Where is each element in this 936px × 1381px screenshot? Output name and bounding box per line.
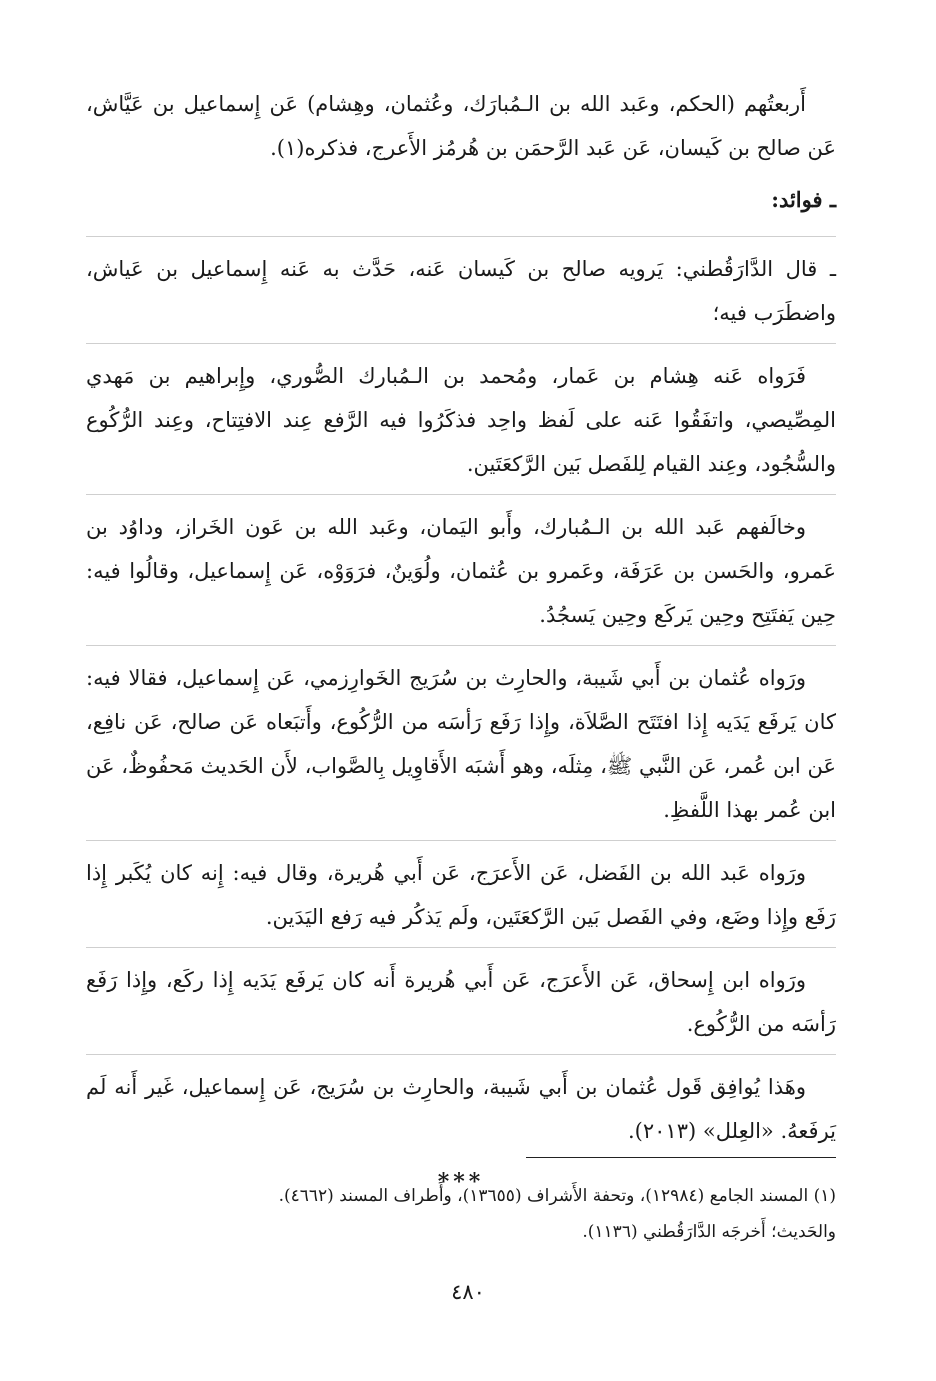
paragraph-narration-5: ورَواه ابن إِسحاق، عَن الأَعرَج، عَن أَبي هُريرة أَنه كان يَرفَع يَدَيه إِذا ركَع، وإِذا رَفَع رَأسَه من الرُّكُوع.: [86, 968, 836, 1036]
paragraph-narration-4: ورَواه عَبد الله بن الفَضل، عَن الأَعرَج، عَن أَبي هُريرة، وقال فيه: إِنه كان يُكَبر إِذا رَفَع وإِذا وضَع، وفي الفَصل بَين الرَّكعَتَين، ولَم يَذكُر فيه رَفع اليَدَين.: [86, 861, 836, 929]
footnote-continuation: والحَديث؛ أَخرجَه الدَّارَقُطني (١١٣٦).: [582, 1222, 836, 1242]
paragraph-daraqutni-statement: ـ قال الدَّارَقُطني: يَرويه صالح بن كَيسان عَنه، حَدَّث به عَنه إِسماعيل بن عَياش، واضطَرَب فيه؛: [86, 257, 836, 325]
divider: [86, 236, 836, 237]
divider: [86, 645, 836, 646]
divider: [86, 343, 836, 344]
paragraph-narration-2: وخالَفهم عَبد الله بن الـمُبارك، وأَبو اليَمان، وعَبد الله بن عَون الخَراز، وداوُد بن عَمرو، والحَسن بن عَرَفَة، وعَمرو بن عُثمان، ولُوَينٌ، فرَوَوْه، عَن إِسماعيل، وقالُوا فيه: حِين يَفتَتِح وحِين يَركَع وحِين يَسجُدُ.: [86, 515, 836, 627]
paragraph-narration-1: فَرَواه عَنه هِشام بن عَمار، ومُحمد بن الـمُبارك الصُّوري، وإِبراهيم بن مَهدي المِصِّيصي، واتفَقُوا عَنه على لَفظ واحِد فذكَرُوا فيه الرَّفع عِند الافتِتاح، وعِند الرُّكُوع والسُّجُود، وعِند القيام لِلفَصل بَين الرَّكعَتَين.: [86, 364, 836, 476]
divider: [86, 1054, 836, 1055]
main-text: [86, 82, 836, 1215]
footnotes: [86, 1178, 836, 1250]
section-heading-fawaid: ـ فوائد:: [771, 187, 836, 212]
paragraph-narration-6: وهَذا يُوافِق قَول عُثمان بن أَبي شَيبة، والحارِث بن سُرَيج، عَن إِسماعيل، غَير أَنه لَم يَرفَعهُ. «العِلل» (٢٠١٣).: [86, 1075, 836, 1143]
divider: [86, 494, 836, 495]
footnote-1: (١) المسند الجامع (١٢٩٨٤)، وتحفة الأَشراف (١٣٦٥٥)، وأَطراف المسند (٤٦٦٢).: [278, 1186, 836, 1206]
paragraph-narration-3: ورَواه عُثمان بن أَبي شَيبة، والحارِث بن سُرَيج الخَوارِزمي، عَن إِسماعيل، فقالا فيه: كان يَرفَع يَدَيه إِذا افتَتَح الصَّلاَة، وإِذا رَفَع رَأسَه من الرُّكُوع، وأَتبَعاه عَن صالح، عَن نافِع، عَن ابن عُمر، عَن النَّبي ﷺ، مِثلَه، وهو أَشبَه الأَقاوِيل بِالصَّواب، لأَن الحَديث مَحفُوظٌ، عَن ابن عُمر بهذا اللَّفظِ.: [86, 666, 836, 822]
divider: [86, 947, 836, 948]
section-separator: ***: [437, 1169, 485, 1195]
divider: [86, 840, 836, 841]
paragraph-chain-intro: أَربعتُهم (الحكم، وعَبد الله بن الـمُبارَك، وعُثمان، وهِشام) عَن إِسماعيل بن عَيَّاش، عَن صالح بن كَيسان، عَن عَبد الرَّحمَن بن هُرمُز الأَعرج، فذكره(١).: [86, 92, 836, 160]
page-number: ٤٨٠: [451, 1280, 485, 1304]
footnote-rule: [526, 1157, 836, 1158]
